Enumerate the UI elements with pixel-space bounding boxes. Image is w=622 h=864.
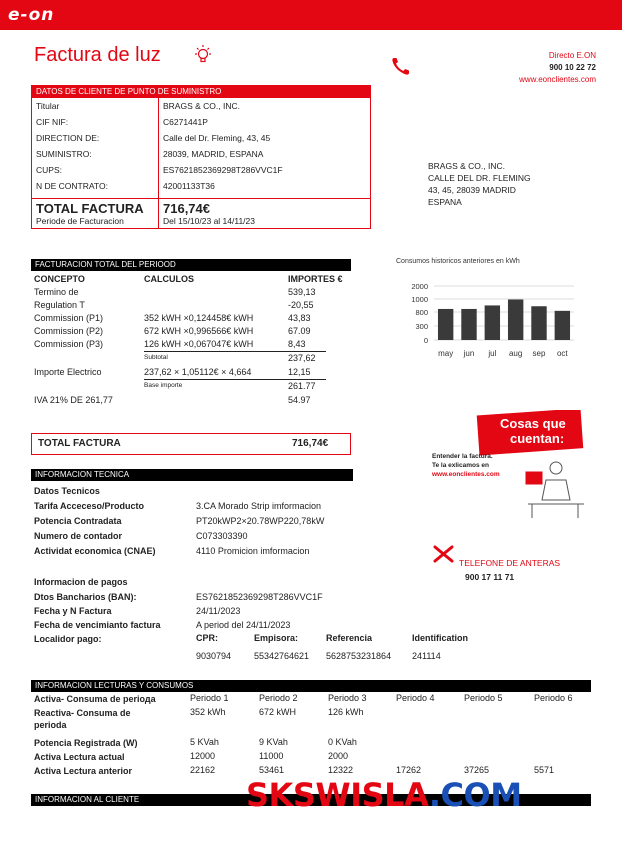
lightbulb-icon	[192, 44, 214, 66]
promo-line-2: Te la exlicamos en	[432, 462, 489, 469]
subtotal-value: 237,62	[288, 353, 316, 363]
chart-bar-jul	[485, 305, 500, 340]
payment-value: 24/11/2023	[196, 606, 241, 616]
payment-value: ES7621852369298T286VVC1F	[196, 592, 323, 602]
address-line: CALLE DEL DR. FLEMING	[428, 173, 531, 183]
concept: Commission (P1)	[34, 313, 104, 323]
reactiva-label-2: perioda	[34, 720, 67, 730]
amount: 8,43	[288, 339, 306, 349]
billing-row	[34, 286, 354, 298]
actual-label: Activa Lectura actual	[34, 752, 125, 762]
tech-value: 3.CA Morado Strip imformacion	[196, 501, 322, 511]
reactiva-value: 672 kWH	[259, 707, 297, 717]
pay-col-referencia: Referencia	[326, 633, 373, 643]
chart-y-tick: 1000	[411, 295, 428, 304]
brand-logo: e-on	[8, 5, 55, 25]
client-value: 42001133T36	[163, 181, 215, 191]
payment-label: Dtos Bancharios (BAN):	[34, 592, 137, 602]
actual-value: 12000	[190, 751, 216, 761]
chart-x-label: sep	[532, 349, 546, 358]
base-label: Base importe	[144, 382, 183, 389]
column-divider	[158, 98, 159, 228]
billing-header-row	[34, 273, 354, 285]
tech-label: Actividat economica (CNAE)	[34, 546, 156, 556]
tech-label: Tarifa Acceceso/Producto	[34, 501, 145, 511]
payment-label: Fecha y N Factura	[34, 606, 112, 616]
base-value: 261.77	[288, 381, 316, 391]
calc: 672 kWH ×0,996566€ kWH	[144, 326, 254, 336]
reactiva-label: Reactiva- Consuma de	[34, 708, 131, 718]
chart-x-label: oct	[556, 349, 568, 358]
localidor-label: Localidor pago:	[34, 634, 102, 644]
amount: 67.09	[288, 326, 311, 336]
anterior-value: 37265	[464, 765, 490, 775]
promo-line-1: Entender la factura.	[432, 453, 493, 460]
billing-row	[34, 325, 354, 337]
billing-header: FACTURACION TOTAL DEL PERIOOD	[31, 259, 351, 271]
tech-label: Numero de contador	[34, 531, 123, 541]
concept: Regulation T	[34, 300, 85, 310]
page-title: Factura de luz	[34, 44, 161, 66]
address-line: 43, 45, 28039 MADRID	[428, 185, 516, 195]
pay-val-referencia: 5628753231864	[326, 651, 392, 661]
chart-bar-aug	[508, 300, 523, 341]
promo-title-2: cuentan:	[510, 431, 565, 446]
electric-label: Importe Electrico	[34, 367, 102, 377]
chart-x-label: jun	[463, 349, 475, 358]
tech-header: INFORMACION TECNICA	[31, 469, 353, 481]
potencia-value: 9 KVah	[259, 737, 288, 747]
potencia-value: 5 KVah	[190, 737, 219, 747]
pay-val-cpr: 9030794	[196, 651, 232, 661]
payment-value: A period del 24/11/2023	[196, 620, 291, 630]
chart-bar-sep	[531, 306, 546, 340]
pay-col-cpr: CPR:	[196, 633, 218, 643]
client-label: DIRECTION DE:	[36, 133, 100, 143]
mailing-address	[428, 160, 531, 208]
client-label: CIF NIF:	[36, 117, 69, 127]
periods-label: Activa- Consuma de periода	[34, 694, 156, 704]
client-value: ES7621852369298T286VVC1F	[163, 165, 283, 175]
period-header: Periodo 4	[396, 693, 435, 703]
promo-web: www.eonclientes.com	[432, 471, 500, 478]
contact-label: Directo E.ON	[548, 51, 596, 60]
tools-icon	[432, 544, 456, 564]
outage-phone-label: TELEFONE DE ANTERAS	[459, 558, 561, 568]
client-total	[32, 198, 370, 216]
period-header: Periodo 1	[190, 693, 229, 703]
potencia-label: Potencia Registrada (W)	[34, 738, 138, 748]
anterior-value: 22162	[190, 765, 216, 775]
pay-col-identification: Identification	[412, 633, 468, 643]
reactiva-value: 352 kWh	[190, 707, 226, 717]
chart-x-label: jul	[488, 349, 497, 358]
calc: 126 kWH ×0,067047€ kWH	[144, 339, 254, 349]
payment-label: Fecha de vencimianto factura	[34, 620, 161, 630]
billing-period	[36, 216, 255, 226]
iva-label: IVA 21% DE 261,77	[34, 395, 113, 405]
chart-bar-may	[438, 309, 453, 340]
contact-website[interactable]: www.eonclientes.com	[519, 75, 596, 84]
payment-header: Informacion de pagos	[34, 577, 128, 587]
client-value: Calle del Dr. Fleming, 43, 45	[163, 133, 271, 143]
calc: 352 kWH ×0,124458€ kWH	[144, 313, 254, 323]
reactiva-value: 126 kWh	[328, 707, 364, 717]
chart-y-tick: 800	[415, 308, 428, 317]
period-header: Periodo 2	[259, 693, 298, 703]
watermark	[246, 776, 522, 814]
chart-title: Consumos historicos anteriores en kWh	[396, 258, 520, 265]
contact-block	[519, 50, 596, 86]
tech-subheader: Datos Tecnicos	[34, 486, 100, 496]
consumption-chart	[394, 268, 584, 368]
actual-value: 2000	[328, 751, 349, 761]
iva-value: 54.97	[288, 395, 311, 405]
chart-y-tick: 300	[415, 322, 428, 331]
chart-bar-jun	[461, 309, 476, 340]
client-info-header: INFORMACION AL CLIENTE	[31, 794, 591, 806]
client-header: DATOS DE CLIENTE DE PUNTO DE SUMINISTRO	[32, 86, 370, 98]
amount: 43,83	[288, 313, 311, 323]
client-label: CUPS:	[36, 165, 62, 175]
anterior-value: 5571	[534, 765, 555, 775]
phone-icon	[390, 55, 412, 77]
anterior-value: 53461	[259, 765, 285, 775]
billing-row	[34, 299, 354, 311]
col-amount: IMPORTES €	[288, 274, 343, 284]
client-data-box	[31, 85, 371, 229]
client-label: SUMINISTRO:	[36, 149, 92, 159]
billing-period-label: Periode de Facturacion	[36, 216, 124, 226]
subtotal-row	[34, 352, 354, 364]
client-value: 28039, MADRID, ESPANA	[163, 149, 264, 159]
client-label: Titular	[36, 101, 60, 111]
period-header: Periodo 5	[464, 693, 503, 703]
potencia-value: 0 KVah	[328, 737, 357, 747]
amount: -20,55	[288, 300, 314, 310]
invoice-total-value: 716,74€	[292, 438, 329, 449]
contact-phone: 900 10 22 72	[549, 63, 596, 72]
concept: Commission (P2)	[34, 326, 104, 336]
pay-col-emisora: Empisora:	[254, 633, 299, 643]
readings-header: INFORMACION LECTURAS Y CONSUMOS	[31, 680, 591, 692]
address-line: BRAGS & CO., INC.	[428, 161, 505, 171]
anterior-value: 17262	[396, 765, 422, 775]
electric-calc: 237,62 × 1,05112€ × 4,664	[144, 367, 252, 377]
tech-label: Potencia Contradata	[34, 516, 122, 526]
period-header: Periodo 6	[534, 693, 573, 703]
iva-row	[34, 394, 354, 406]
client-value: C6271441P	[163, 117, 208, 127]
invoice-total-box	[31, 433, 351, 455]
client-label: N DE CONTRATO:	[36, 181, 108, 191]
tech-value: PT20kWP2×20.78WP220,78kW	[196, 516, 325, 526]
anterior-label: Activa Lectura anterior	[34, 766, 133, 776]
chart-y-tick: 0	[423, 336, 428, 345]
pay-val-emisora: 55342764621	[254, 651, 310, 661]
watermark-part-2: .COM	[428, 776, 522, 814]
billing-row	[34, 312, 354, 324]
invoice-total-label: TOTAL FACTURA	[38, 438, 121, 449]
anterior-value: 12322	[328, 765, 354, 775]
base-row	[34, 380, 354, 392]
promo-title-1: Cosas que	[500, 416, 566, 431]
amount: 539,13	[288, 287, 316, 297]
promo-banner[interactable]	[428, 410, 588, 520]
subtotal-label: Subtotal	[144, 354, 168, 361]
client-total-label: TOTAL FACTURA	[36, 201, 144, 216]
electric-row	[34, 366, 354, 378]
outage-phone-number: 900 17 11 71	[465, 572, 515, 582]
tech-value: 4110 Promicion imformacion	[196, 546, 310, 556]
watermark-part-1: SKSWISLA	[246, 776, 429, 814]
client-value: BRAGS & CO., INC.	[163, 101, 240, 111]
client-total-value: 716,74€	[163, 201, 210, 216]
concept: Commission (P3)	[34, 339, 104, 349]
billing-period-value: Del 15/10/23 al 14/11/23	[163, 216, 255, 226]
pay-val-identification: 241114	[412, 651, 441, 661]
col-calc: CALCULOS	[144, 274, 194, 284]
electric-value: 12,15	[288, 367, 311, 377]
person-at-desk-icon	[526, 462, 584, 518]
col-concept: CONCEPTO	[34, 274, 85, 284]
concept: Termino de	[34, 287, 79, 297]
billing-row	[34, 338, 354, 350]
actual-value: 11000	[259, 751, 284, 761]
period-header: Periodo 3	[328, 693, 367, 703]
chart-x-label: aug	[508, 349, 523, 358]
chart-y-tick: 2000	[411, 282, 428, 291]
chart-x-label: may	[438, 349, 454, 358]
chart-bar-oct	[555, 311, 570, 340]
tech-value: C073303390	[196, 531, 248, 541]
address-line: ESPANA	[428, 197, 462, 207]
top-bar	[0, 0, 622, 30]
